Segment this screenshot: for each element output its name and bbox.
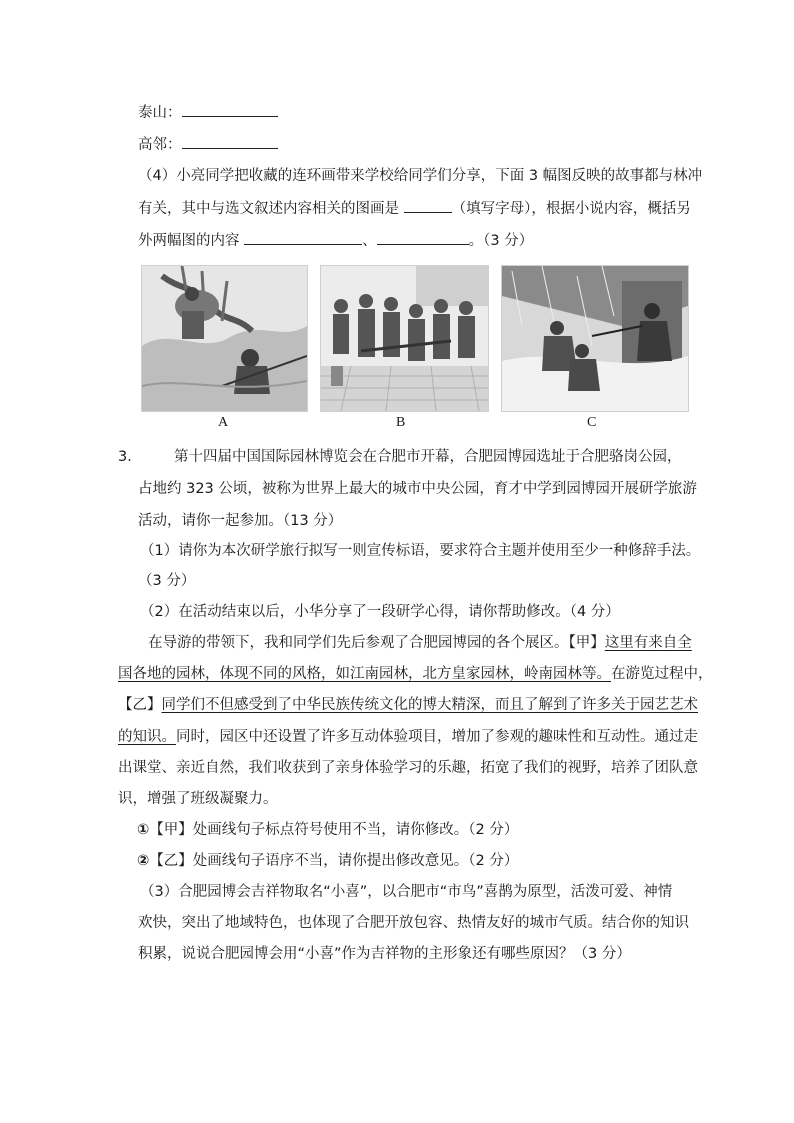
gaolin-line bbox=[138, 134, 278, 155]
q3-intro-1: 第十四届中国国际园林博览会在合肥市开幕，合肥园博园选址于合肥骆岗公园， bbox=[174, 449, 682, 465]
q3-sub1-line2: （3 分） bbox=[138, 573, 196, 589]
underlined-sentence-yi-cont: 的知识。 bbox=[118, 729, 176, 745]
figure-summary-blank-1[interactable] bbox=[244, 230, 362, 245]
item-1-mark: ① bbox=[137, 822, 150, 838]
illustration-crowd-scene-icon bbox=[321, 266, 488, 411]
q3-intro-2: 占地约 323 公顷，被称为世界上最大的城市中央公园，育才中学到园博园开展研学旅游 bbox=[138, 481, 697, 497]
essay-line-5: 出课堂、亲近自然，我们收获到了亲身体验学习的乐趣，拓宽了我们的视野，培养了团队意 bbox=[118, 760, 698, 776]
figure-a bbox=[141, 265, 308, 412]
gaolin-answer-blank[interactable] bbox=[182, 134, 278, 149]
essay-line-3 bbox=[118, 695, 698, 715]
q4-line2-text: 有关，其中与选文叙述内容相关的图画是 bbox=[138, 201, 399, 217]
q3-sub3-line3: 积累，说说合肥园博会用“小喜”作为吉祥物的主形象还有哪些原因？（3 分） bbox=[138, 946, 631, 962]
essay-line-4-text: 同时，园区中还设置了许多互动体验项目，增加了参观的趣味性和互动性。通过走 bbox=[176, 729, 698, 745]
figure-c bbox=[501, 265, 689, 412]
underlined-sentence-jia: 这里有来自全 bbox=[604, 635, 692, 651]
q4-line3 bbox=[138, 230, 533, 251]
figure-summary-blank-2[interactable] bbox=[377, 230, 469, 245]
essay-line-1-text: 在导游的带领下，我和同学们先后参观了合肥园博园的各个展区。【甲】 bbox=[148, 635, 605, 651]
item-1-text: 【甲】处画线句子标点符号使用不当，请你修改。（2 分） bbox=[149, 822, 519, 838]
q3-sub2-line1: （2）在活动结束以后，小华分享了一段研学心得，请你帮助修改。（4 分） bbox=[140, 604, 620, 620]
item-1 bbox=[137, 820, 518, 840]
q4-line1: （4）小亮同学把收藏的连环画带来学校给同学们分享，下面 3 幅图反映的故事都与林冲 bbox=[138, 168, 703, 184]
figure-a-label: A bbox=[218, 415, 229, 430]
item-2-text: 【乙】处画线句子语序不当，请你提出修改意见。（2 分） bbox=[149, 853, 519, 869]
essay-line-6: 识，增强了班级凝聚力。 bbox=[118, 791, 278, 807]
illustration-temple-snow-fight-icon bbox=[502, 266, 688, 411]
q3-sub3-line2: 欢快，突出了地域特色，也体现了合肥开放包容、热情友好的城市气质。结合你的知识 bbox=[138, 915, 689, 931]
item-2 bbox=[137, 851, 518, 871]
q3-intro-3: 活动，请你一起参加。（13 分） bbox=[138, 513, 343, 529]
essay-line-2 bbox=[118, 664, 713, 684]
marker-yi: 【乙】 bbox=[118, 697, 162, 713]
underlined-sentence-yi: 同学们不但感受到了中华民族传统文化的博大精深，而且了解到了许多关于园艺艺术 bbox=[161, 697, 698, 713]
q4-line3-text-b: 。（3 分） bbox=[468, 233, 534, 249]
essay-line-1 bbox=[148, 633, 692, 653]
taishan-answer-blank[interactable] bbox=[182, 102, 278, 117]
illustration-lin-chong-forest-icon bbox=[142, 266, 307, 411]
essay-line-2-text: 在游览过程中， bbox=[611, 666, 713, 682]
q4-line2 bbox=[138, 198, 691, 219]
q4-line3-sep: 、 bbox=[362, 233, 377, 249]
taishan-line bbox=[138, 102, 278, 123]
q4-line2-text-b: （填写字母），根据小说内容，概括另 bbox=[451, 201, 691, 217]
q3-number: 3． bbox=[118, 449, 142, 465]
q3-sub3-line1: （3）合肥园博会吉祥物取名“小喜”，以合肥市“市鸟”喜鹊为原型，活泼可爱、神情 bbox=[140, 884, 673, 900]
figure-c-label: C bbox=[587, 415, 597, 430]
q3-sub1-line1: （1）请你为本次研学旅行拟写一则宣传标语，要求符合主题并使用至少一种修辞手法。 bbox=[140, 543, 701, 559]
item-2-mark: ② bbox=[137, 853, 150, 869]
essay-line-4 bbox=[118, 727, 698, 747]
taishan-label: 泰山： bbox=[138, 105, 182, 121]
figure-letter-blank[interactable] bbox=[404, 198, 452, 213]
underlined-sentence-jia-cont: 国各地的园林，体现不同的风格，如江南园林，北方皇家园林，岭南园林等。 bbox=[118, 666, 611, 682]
gaolin-label: 高邻： bbox=[138, 137, 182, 153]
q4-line3-text: 外两幅图的内容 bbox=[138, 233, 240, 249]
figure-b-label: B bbox=[396, 415, 406, 430]
figure-b bbox=[320, 265, 489, 412]
